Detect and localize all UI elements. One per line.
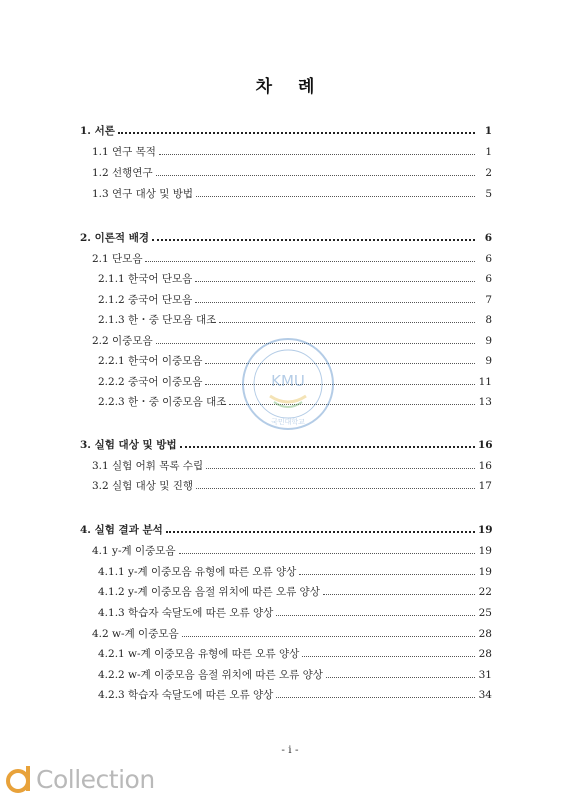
toc-entry[interactable]: [98, 292, 492, 308]
toc-entry[interactable]: [92, 458, 492, 474]
toc-entry-label: 2.2.1 한국어 이중모음: [98, 355, 203, 367]
toc-entry-page: 28: [478, 648, 492, 660]
toc-dot-leader: [166, 531, 475, 533]
toc-title: 차 례: [255, 77, 325, 97]
toc-dot-leader: [179, 553, 475, 554]
toc-entry-page: 22: [478, 586, 492, 598]
toc-entry[interactable]: [98, 584, 492, 600]
toc-entry-page: 31: [478, 669, 492, 681]
page-number: - i -: [281, 744, 299, 756]
toc-entry-page: 17: [478, 480, 492, 492]
toc-entry-page: 7: [485, 294, 492, 306]
toc-entry-label: 2.2 이중모음: [92, 335, 153, 347]
toc-entry[interactable]: [98, 312, 492, 328]
toc-entry-label: 2.1 단모음: [92, 253, 143, 265]
toc-dot-leader: [276, 615, 475, 616]
toc-entry-label: 1. 서론: [80, 125, 115, 137]
toc-entry-label: 4. 실험 결과 분석: [80, 524, 163, 536]
toc-entry-label: 4.1.2 y-계 이중모음 음절 위치에 따른 오류 양상: [98, 586, 320, 598]
university-seal-watermark: [240, 336, 336, 432]
toc-chapter-entry[interactable]: [80, 522, 492, 538]
toc-entry[interactable]: [92, 478, 492, 494]
toc-dot-leader: [276, 697, 475, 698]
toc-entry-page: 19: [478, 566, 492, 578]
toc-entry[interactable]: [92, 186, 492, 202]
toc-dot-leader: [196, 196, 475, 197]
toc-entry-page: 6: [485, 273, 492, 285]
toc-dot-leader: [206, 468, 475, 469]
toc-dot-leader: [118, 132, 475, 134]
toc-entry-page: 9: [485, 355, 492, 367]
toc-entry-page: 28: [478, 628, 492, 640]
toc-entry[interactable]: [92, 626, 492, 642]
toc-entry-page: 13: [478, 396, 492, 408]
toc-chapter-entry[interactable]: [80, 437, 492, 453]
toc-dot-leader: [159, 154, 475, 155]
toc-entry[interactable]: [92, 165, 492, 181]
toc-entry-label: 4.2.2 w-계 이중모음 음절 위치에 따른 오류 양상: [98, 669, 323, 681]
toc-entry-label: 3.2 실험 대상 및 진행: [92, 480, 194, 492]
seal-text: KMU: [271, 372, 305, 390]
toc-dot-leader: [302, 656, 475, 657]
toc-entry[interactable]: [98, 687, 492, 703]
toc-chapter-entry[interactable]: [80, 123, 492, 139]
dcollection-logo-icon: [4, 764, 34, 794]
toc-entry-page: 1: [484, 125, 492, 137]
toc-entry-label: 2.2.2 중국어 이중모음: [98, 376, 203, 388]
toc-dot-leader: [180, 446, 475, 448]
dcollection-logo: [4, 762, 155, 796]
toc-entry[interactable]: [98, 667, 492, 683]
dcollection-logo-text: Collection: [36, 764, 155, 794]
toc-entry[interactable]: [92, 144, 492, 160]
toc-entry-page: 11: [478, 376, 492, 388]
toc-entry-page: 1: [485, 146, 492, 158]
toc-entry-label: 4.2.3 학습자 숙달도에 따른 오류 양상: [98, 689, 274, 701]
toc-entry-page: 8: [485, 314, 492, 326]
toc-entry[interactable]: [92, 251, 492, 267]
toc-dot-leader: [323, 594, 475, 595]
toc-dot-leader: [195, 281, 475, 282]
toc-dot-leader: [182, 636, 475, 637]
toc-entry[interactable]: [92, 543, 492, 559]
toc-entry[interactable]: [98, 605, 492, 621]
toc-entry-label: 1.3 연구 대상 및 방법: [92, 188, 194, 200]
toc-entry-page: 2: [485, 167, 492, 179]
seal-subtext: 국민대학교: [271, 418, 305, 426]
toc-entry-label: 3. 실험 대상 및 방법: [80, 439, 177, 451]
toc-dot-leader: [145, 261, 475, 262]
toc-entry-label: 2.1.3 한・중 단모음 대조: [98, 314, 217, 326]
toc-dot-leader: [299, 574, 475, 575]
toc-entry-label: 2.2.3 한・중 이중모음 대조: [98, 396, 227, 408]
toc-entry-label: 4.1 y-계 이중모음: [92, 545, 176, 557]
toc-chapter-entry[interactable]: [80, 230, 492, 246]
toc-entry-label: 3.1 실험 어휘 목록 수립: [92, 460, 204, 472]
toc-entry-label: 4.2 w-계 이중모음: [92, 628, 179, 640]
toc-entry-label: 1.2 선행연구: [92, 167, 153, 179]
toc-entry-page: 6: [484, 232, 492, 244]
toc-entry[interactable]: [98, 564, 492, 580]
toc-entry-page: 25: [478, 607, 492, 619]
toc-entry[interactable]: [98, 271, 492, 287]
toc-dot-leader: [156, 175, 475, 176]
toc-entry-label: 1.1 연구 목적: [92, 146, 156, 158]
toc-entry-label: 2.1.2 중국어 단모음: [98, 294, 193, 306]
toc-dot-leader: [195, 302, 475, 303]
toc-entry-page: 16: [478, 460, 492, 472]
toc-entry-page: 9: [485, 335, 492, 347]
toc-entry-page: 19: [478, 524, 493, 536]
toc-dot-leader: [219, 322, 475, 323]
toc-entry-label: 2. 이론적 배경: [80, 232, 149, 244]
toc-entry-page: 5: [485, 188, 492, 200]
toc-entry-page: 6: [485, 253, 492, 265]
toc-dot-leader: [326, 677, 475, 678]
toc-dot-leader: [152, 239, 475, 241]
toc-entry-page: 34: [478, 689, 492, 701]
toc-entry-label: 4.1.1 y-계 이중모음 유형에 따른 오류 양상: [98, 566, 297, 578]
toc-entry-page: 16: [478, 439, 493, 451]
toc-entry-page: 19: [478, 545, 492, 557]
toc-dot-leader: [196, 488, 475, 489]
toc-entry[interactable]: [98, 646, 492, 662]
toc-entry-label: 2.1.1 한국어 단모음: [98, 273, 193, 285]
toc-entry-label: 4.1.3 학습자 숙달도에 따른 오류 양상: [98, 607, 274, 619]
toc-entry-label: 4.2.1 w-계 이중모음 유형에 따른 오류 양상: [98, 648, 300, 660]
